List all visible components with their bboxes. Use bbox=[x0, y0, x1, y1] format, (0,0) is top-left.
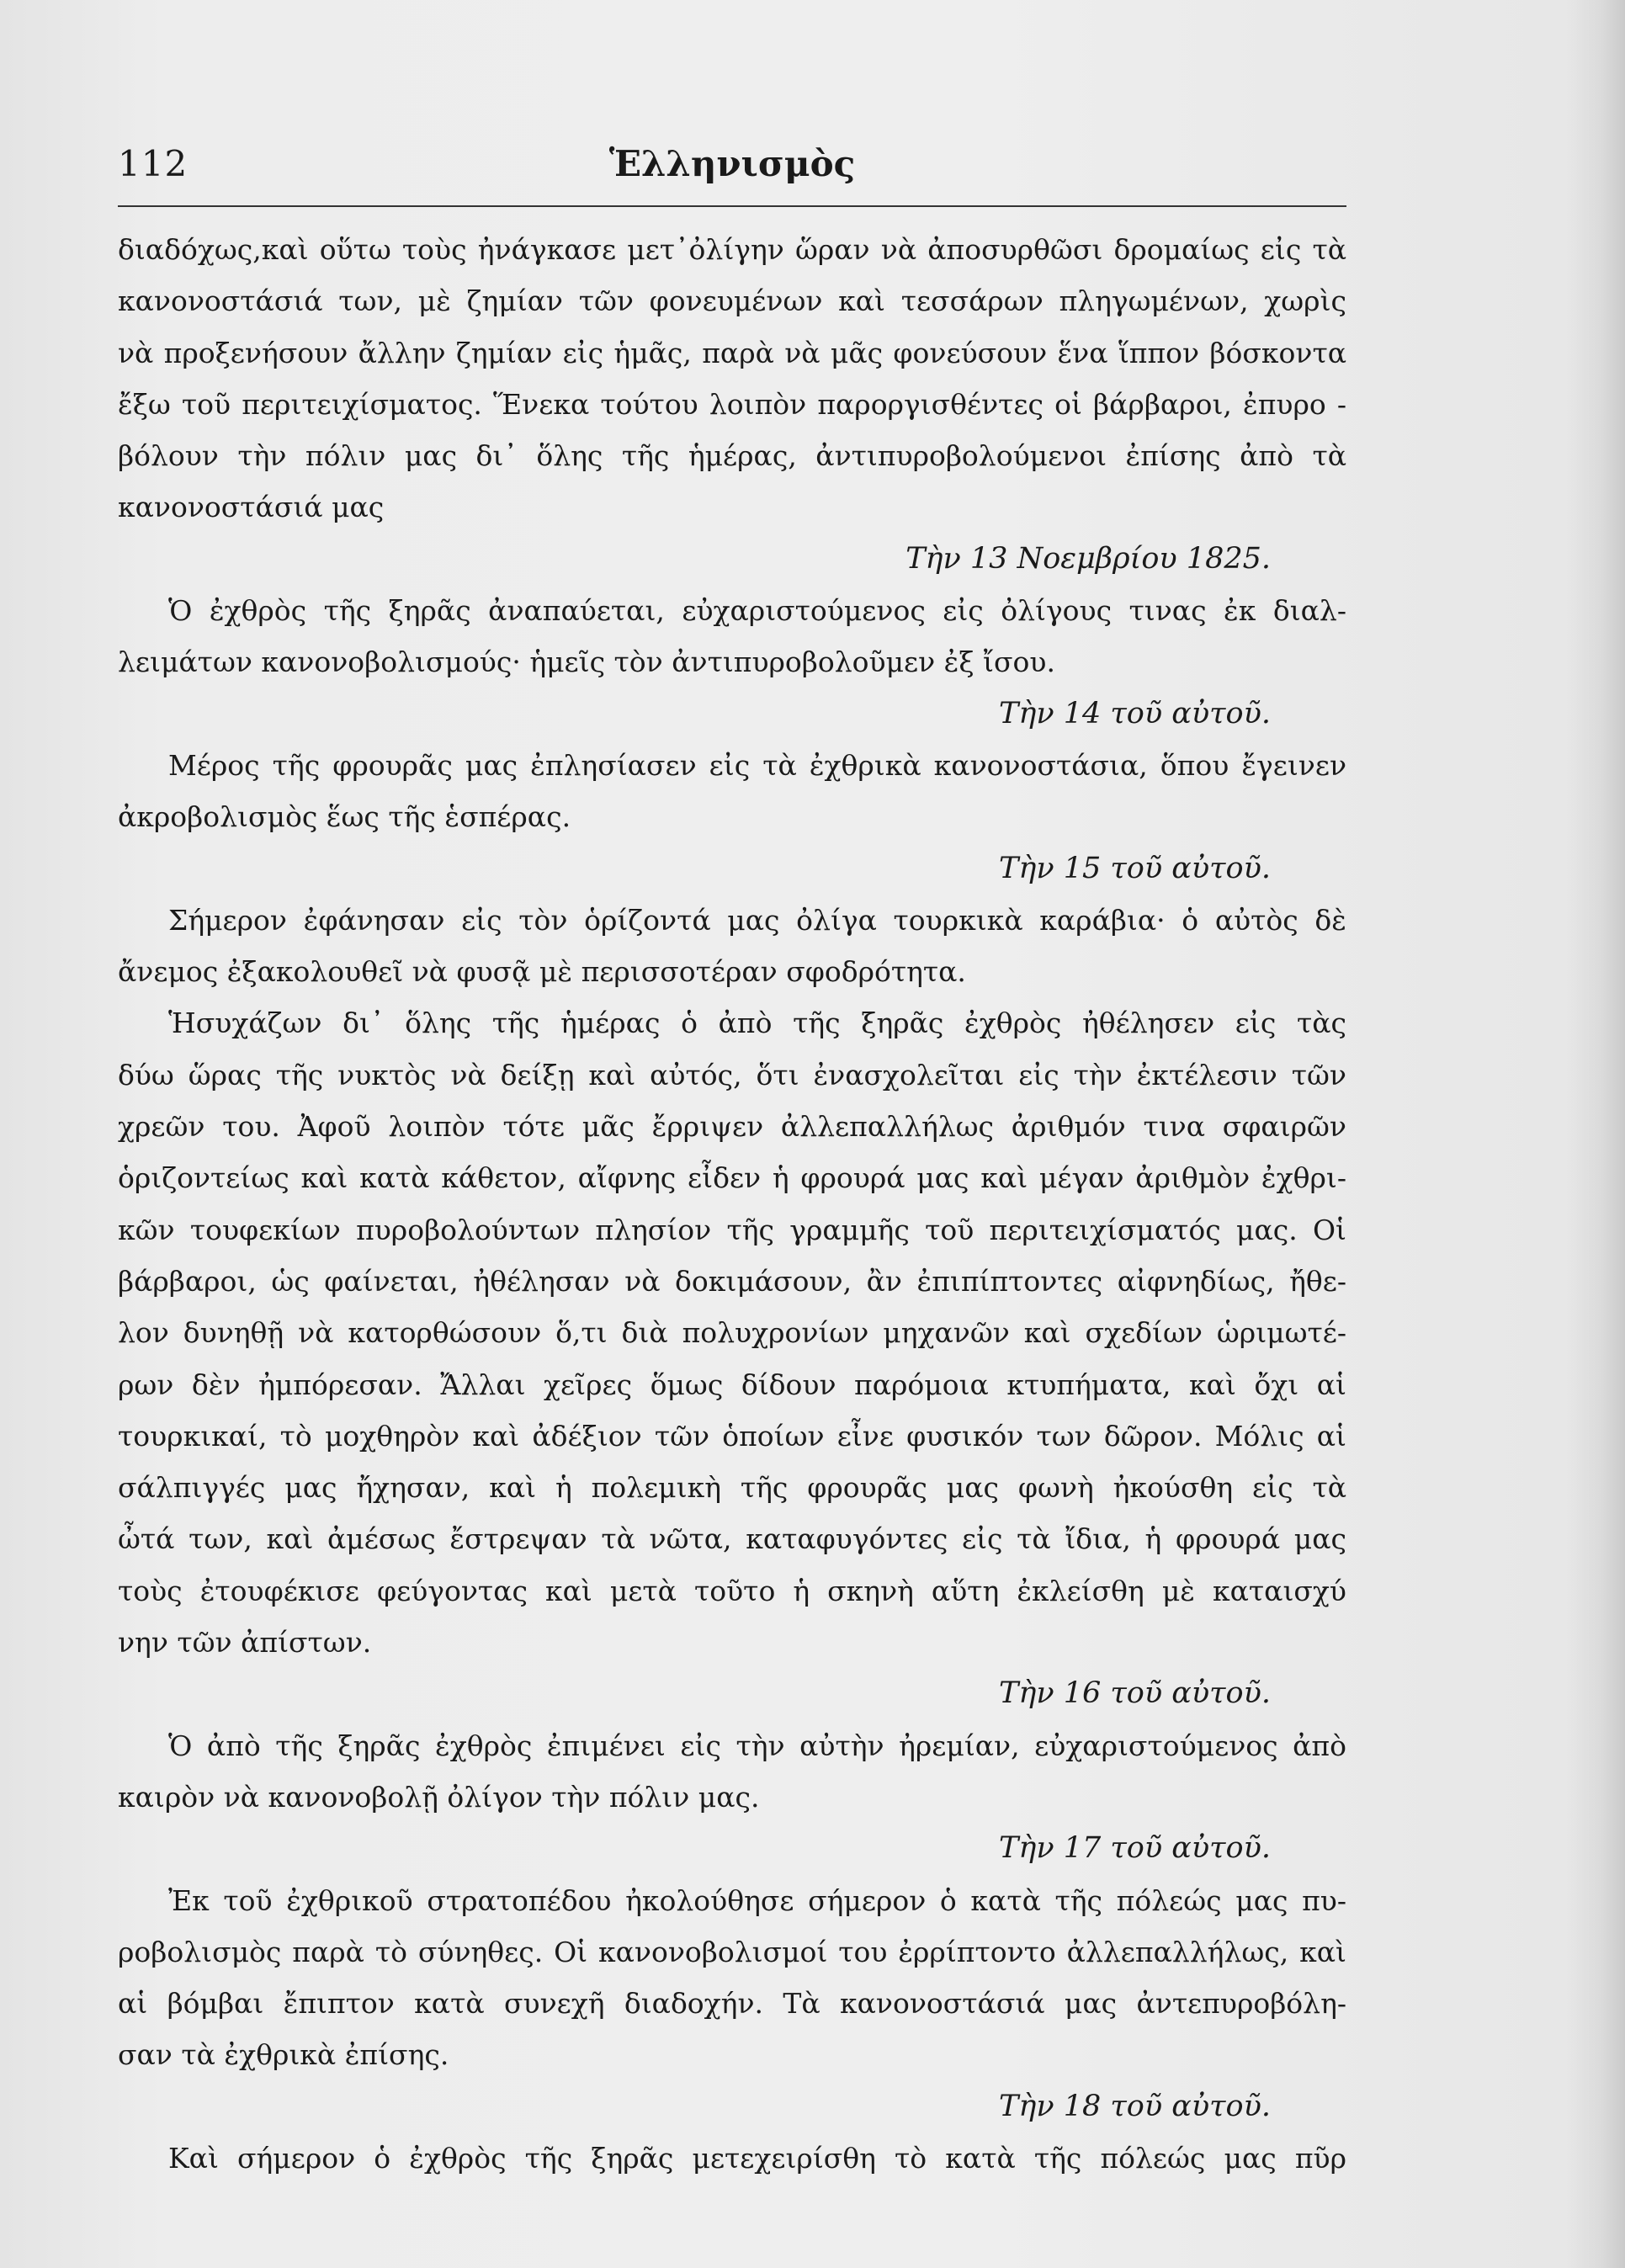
text-line: δύω ὥρας τῆς νυκτὸς νὰ δείξῃ καὶ αὐτός, ὅτι ἐνασχολεῖται εἰς τὴν ἐκτέλεσιν τῶν bbox=[118, 1058, 1346, 1092]
text-line: Ἡσυχάζων δι᾿ ὅλης τῆς ἡμέρας ὁ ἀπὸ τῆς ξηρᾶς ἐχθρὸς ἠθέλησεν εἰς τὰς bbox=[168, 1007, 1346, 1040]
text-line: ἄνεμος ἐξακολουθεῖ νὰ φυσᾷ μὲ περισσοτέραν σφοδρότητα. bbox=[118, 955, 966, 989]
text-line: χρεῶν του. Ἀφοῦ λοιπὸν τότε μᾶς ἔρριψεν ἀλλεπαλλήλως ἀριθμόν τινα σφαιρῶν bbox=[118, 1110, 1346, 1144]
text-line: ἀκροβολισμὸς ἕως τῆς ἑσπέρας. bbox=[118, 800, 571, 834]
entry-date: Τὴν 15 τοῦ αὐτοῦ. bbox=[999, 851, 1271, 885]
text-line: βόλουν τὴν πόλιν μας δι᾿ ὅλης τῆς ἡμέρας, ἀντιπυροβολούμενοι ἐπίσης ἀπὸ τὰ bbox=[118, 439, 1346, 473]
page-number: 112 bbox=[118, 143, 189, 184]
text-line: ρων δὲν ἠμπόρεσαν. Ἄλλαι χεῖρες ὅμως δίδουν παρόμοια κτυπήματα, καὶ ὄχι αἱ bbox=[118, 1368, 1346, 1401]
text-line: ροβολισμὸς παρὰ τὸ σύνηθες. Οἱ κανονοβολισμοί του ἐρρίπτοντο ἀλλεπαλλήλως, καὶ bbox=[118, 1935, 1346, 1968]
text-line: Καὶ σήμερον ὁ ἐχθρὸς τῆς ξηρᾶς μετεχειρίσθη τὸ κατὰ τῆς πόλεώς μας πῦρ bbox=[168, 2141, 1346, 2175]
entry-date: Τὴν 13 Νοεμβρίου 1825. bbox=[905, 541, 1271, 576]
entry-date: Τὴν 18 τοῦ αὐτοῦ. bbox=[999, 2089, 1271, 2123]
text-line: κῶν τουφεκίων πυροβολούντων πλησίον τῆς γραμμῆς τοῦ περιτειχίσματός μας. Οἱ bbox=[118, 1213, 1346, 1246]
text-line: Ἐκ τοῦ ἐχθρικοῦ στρατοπέδου ἠκολούθησε σήμερον ὁ κατὰ τῆς πόλεώς μας πυ- bbox=[168, 1883, 1346, 1917]
text-line: σαν τὰ ἐχθρικὰ ἐπίσης. bbox=[118, 2038, 449, 2072]
entry-date: Τὴν 17 τοῦ αὐτοῦ. bbox=[999, 1831, 1271, 1866]
text-line: σάλπιγγές μας ἤχησαν, καὶ ἡ πολεμικὴ τῆς φρουρᾶς μας φωνὴ ἠκούσθη εἰς τὰ bbox=[118, 1471, 1346, 1505]
text-line: βάρβαροι, ὡς φαίνεται, ἠθέλησαν νὰ δοκιμάσουν, ἂν ἐπιπίπτοντες αἰφνηδίως, ἤθε- bbox=[118, 1264, 1346, 1298]
text-line: Ὁ ἐχθρὸς τῆς ξηρᾶς ἀναπαύεται, εὐχαριστούμενος εἰς ὀλίγους τινας ἐκ διαλ- bbox=[168, 594, 1346, 628]
text-line: Μέρος τῆς φρουρᾶς μας ἐπλησίασεν εἰς τὰ ἐχθρικὰ κανονοστάσια, ὅπου ἔγεινεν bbox=[168, 748, 1346, 782]
text-line: νὰ προξενήσουν ἄλλην ζημίαν εἰς ἡμᾶς, παρὰ νὰ μᾶς φονεύσουν ἕνα ἵππον βόσκοντα bbox=[118, 336, 1346, 369]
text-line: κανονοστάσιά μας bbox=[118, 491, 385, 524]
page-header bbox=[118, 143, 1346, 194]
text-line: αἱ βόμβαι ἔπιπτον κατὰ συνεχῆ διαδοχήν. Τὰ κανονοστάσιά μας ἀντεπυροβόλη- bbox=[118, 1987, 1346, 2021]
entry-date: Τὴν 14 τοῦ αὐτοῦ. bbox=[999, 696, 1271, 730]
text-line: ὁριζοντείως καὶ κατὰ κάθετον, αἴφνης εἶδεν ἡ φρουρά μας καὶ μέγαν ἀριθμὸν ἐχθρι- bbox=[118, 1161, 1346, 1195]
text-line: νην τῶν ἀπίστων. bbox=[118, 1626, 372, 1660]
text-line: ἔξω τοῦ περιτειχίσματος. Ἕνεκα τούτου λοιπὸν παροργισθέντες οἱ βάρβαροι, ἐπυρο - bbox=[118, 387, 1346, 421]
text-line: τουρκικαί, τὸ μοχθηρὸν καὶ ἀδέξιον τῶν ὁποίων εἶνε φυσικόν των δῶρον. Μόλις αἱ bbox=[118, 1419, 1346, 1453]
running-title: Ἑλληνισμὸς bbox=[608, 143, 856, 184]
entry-date: Τὴν 16 τοῦ αὐτοῦ. bbox=[999, 1676, 1271, 1711]
text-line: λον δυνηθῇ νὰ κατορθώσουν ὅ,τι διὰ πολυχρονίων μηχανῶν καὶ σχεδίων ὡριμωτέ- bbox=[118, 1316, 1346, 1350]
text-line: ὦτά των, καὶ ἀμέσως ἔστρεψαν τὰ νῶτα, καταφυγόντες εἰς τὰ ἴδια, ἡ φρουρά μας bbox=[118, 1522, 1346, 1556]
text-line: Σήμερον ἐφάνησαν εἰς τὸν ὁρίζοντά μας ὀλίγα τουρκικὰ καράβια· ὁ αὐτὸς δὲ bbox=[168, 903, 1346, 937]
text-line: κανονοστάσιά των, μὲ ζημίαν τῶν φονευμένων καὶ τεσσάρων πληγωμένων, χωρὶς bbox=[118, 284, 1346, 318]
spine-shadow bbox=[1566, 0, 1625, 2268]
text-line: καιρὸν νὰ κανονοβολῇ ὀλίγον τὴν πόλιν μας. bbox=[118, 1780, 760, 1814]
header-rule bbox=[118, 205, 1346, 207]
body-text bbox=[118, 224, 1346, 2184]
text-line: Ὁ ἀπὸ τῆς ξηρᾶς ἐχθρὸς ἐπιμένει εἰς τὴν αὐτὴν ἠρεμίαν, εὐχαριστούμενος ἀπὸ bbox=[168, 1729, 1346, 1762]
text-line: λειμάτων κανονοβολισμούς· ἡμεῖς τὸν ἀντιπυροβολοῦμεν ἐξ ἴσου. bbox=[118, 645, 1055, 679]
text-line: διαδόχως,καὶ οὕτω τοὺς ἠνάγκασε μετ᾿ὀλίγην ὥραν νὰ ἀποσυρθῶσι δρομαίως εἰς τὰ bbox=[118, 233, 1346, 266]
text-line: τοὺς ἐτουφέκισε φεύγοντας καὶ μετὰ τοῦτο ἡ σκηνὴ αὕτη ἐκλείσθη μὲ καταισχύ bbox=[118, 1574, 1346, 1607]
